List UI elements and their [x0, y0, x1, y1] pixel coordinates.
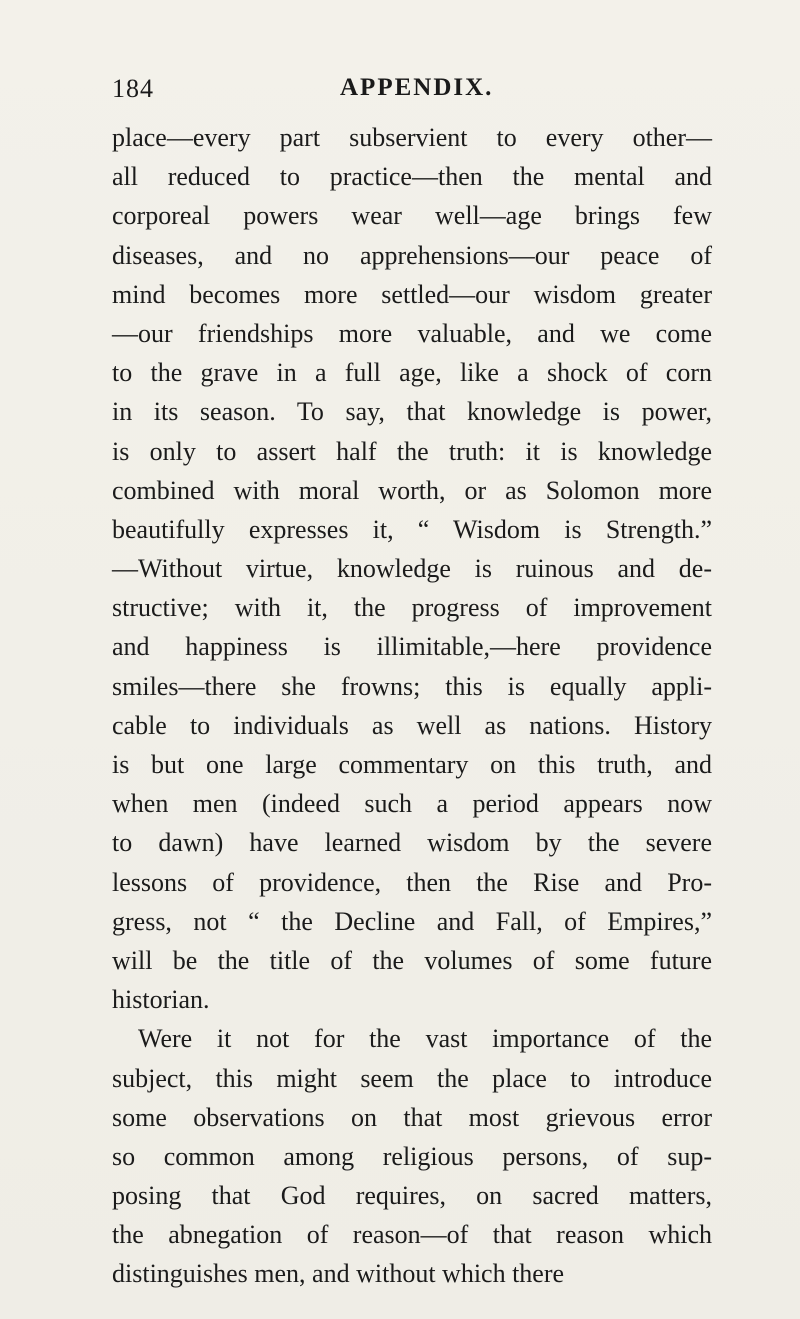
text-line: combined with moral worth, or as Solomon more	[112, 475, 712, 505]
paragraph-end-line: historian.	[112, 985, 210, 1015]
text-line: is but one large commentary on this truth, and	[112, 750, 712, 779]
text-line: is only to assert half the truth: it is knowledge	[112, 436, 712, 466]
text-line: —Without virtue, knowledge is ruinous and de-	[112, 554, 712, 584]
text-line: structive; with it, the progress of improvement	[112, 593, 712, 623]
text-line: posing that God requires, on sacred matters,	[112, 1181, 712, 1211]
text-line: so common among religious persons, of sup-	[112, 1141, 712, 1171]
text-line: to dawn) have learned wisdom by the severe	[112, 828, 712, 858]
text-line: distinguishes men, and without which there	[112, 1259, 565, 1289]
text-line: beautifully expresses it, “ Wisdom is Strength.”	[112, 514, 712, 544]
text-line: cable to individuals as well as nations. History	[112, 710, 712, 740]
text-line: in its season. To say, that knowledge is power,	[112, 397, 712, 427]
text-line: will be the title of the volumes of some future	[112, 945, 712, 975]
text-line: gress, not “ the Decline and Fall, of Empires,”	[112, 906, 712, 936]
text-line: corporeal powers wear well—age brings few	[112, 201, 712, 231]
text-line: and happiness is illimitable,—here providence	[112, 632, 712, 662]
text-line: lessons of providence, then the Rise and Pro-	[112, 867, 712, 897]
text-line: some observations on that most grievous error	[112, 1102, 712, 1132]
text-line: place—every part subservient to every other—	[112, 123, 712, 152]
text-line: —our friendships more valuable, and we come	[112, 318, 712, 348]
text-line: when men (indeed such a period appears now	[112, 789, 712, 819]
running-head: APPENDIX.	[340, 74, 494, 101]
text-line: smiles—there she frowns; this is equally appli-	[112, 671, 712, 701]
page-header	[112, 72, 712, 112]
text-line: to the grave in a full age, like a shock of corn	[112, 358, 712, 388]
text-line: subject, this might seem the place to introduce	[112, 1063, 712, 1093]
text-line: the abnegation of reason—of that reason which	[112, 1220, 712, 1250]
page-number: 184	[112, 74, 154, 103]
text-line: all reduced to practice—then the mental and	[112, 162, 712, 192]
paragraph-start-line: Were it not for the vast importance of the	[138, 1024, 712, 1054]
text-line: diseases, and no apprehensions—our peace of	[112, 240, 712, 270]
text-line: mind becomes more settled—our wisdom greater	[112, 279, 712, 309]
body-text	[112, 118, 712, 1294]
